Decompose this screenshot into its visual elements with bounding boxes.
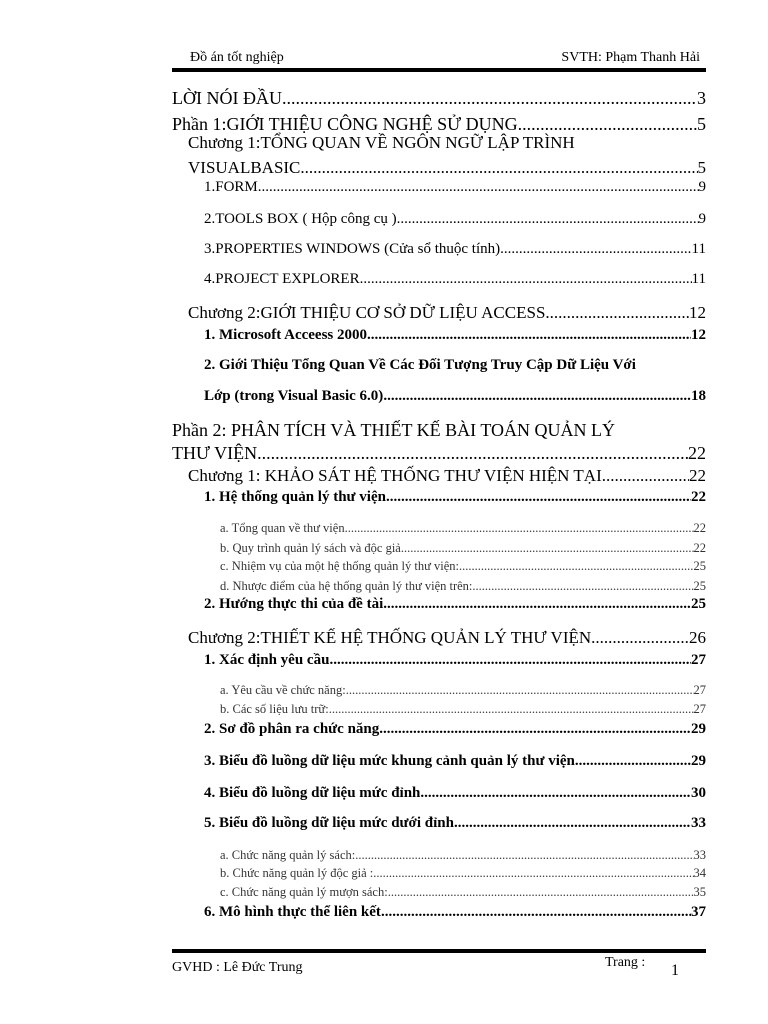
header-right: SVTH: Phạm Thanh Hải <box>561 50 700 65</box>
toc-entry[interactable]: Phần 2: PHÂN TÍCH VÀ THIẾT KẾ BÀI TOÁN QUẢN LÝ <box>172 420 616 440</box>
toc-entry[interactable]: 4.PROJECT EXPLORER ..... 11 <box>204 271 706 288</box>
toc-entry[interactable]: Lớp (trong Visual Basic 6.0) ..... 18 <box>204 388 706 405</box>
header-rule <box>172 68 706 72</box>
toc-entry[interactable]: 3. Biểu đồ luồng dữ liệu mức khung cảnh quản lý thư viện ..... 29 <box>204 753 706 770</box>
toc-entry[interactable]: 1. Hệ thống quản lý thư viện ..... 22 <box>204 489 706 506</box>
toc-entry[interactable]: b. Quy trình quản lý sách và độc giả ..... 22 <box>220 541 706 556</box>
toc-entry[interactable]: d. Nhược điểm của hệ thống quản lý thư viện trên: ..... 25 <box>220 579 706 594</box>
toc-entry[interactable]: 6. Mô hình thực thể liên kết ..... 37 <box>204 904 706 921</box>
toc-entry[interactable]: 2.TOOLS BOX ( Hộp công cụ ) ..... 9 <box>204 211 706 228</box>
footer-left: GVHD : Lê Đức Trung <box>172 960 303 975</box>
toc-entry[interactable]: Chương 2:GIỚI THIỆU CƠ SỞ DỮ LIỆU ACCESS ..... 12 <box>188 303 706 323</box>
toc-entry[interactable]: 1. Microsoft Acceess 2000 ..... 12 <box>204 327 706 344</box>
toc-entry[interactable]: 4. Biểu đồ luồng dữ liệu mức đỉnh ..... 30 <box>204 785 706 802</box>
toc-entry[interactable]: c. Chức năng quản lý mượn sách: ..... 35 <box>220 885 706 900</box>
toc-entry[interactable]: 2. Giới Thiệu Tổng Quan Về Các Đối Tượng Truy Cập Dữ Liệu Với <box>204 357 636 373</box>
footer-rule <box>172 949 706 953</box>
footer-page-label: Trang : <box>605 955 646 970</box>
toc-entry[interactable]: b. Các số liệu lưu trữ: ..... 27 <box>220 702 706 717</box>
toc-entry[interactable]: VISUALBASIC ..... 5 <box>188 158 706 178</box>
toc-entry[interactable]: c. Nhiệm vụ của một hệ thống quản lý thư viện: ..... 25 <box>220 559 706 574</box>
toc-entry[interactable]: Chương 1:TỔNG QUAN VỀ NGÔN NGỮ LẬP TRÌNH <box>188 133 575 152</box>
page-number: 1 <box>671 962 679 979</box>
header-left: Đồ án tốt nghiệp <box>190 50 284 65</box>
toc-entry[interactable]: 5. Biểu đồ luồng dữ liệu mức dưới đỉnh. ..... 33 <box>204 815 706 832</box>
toc-entry[interactable]: 1.FORM ..... 9 <box>204 179 706 196</box>
toc-entry[interactable]: 3.PROPERTIES WINDOWS (Cửa sổ thuộc tính) ..... 11 <box>204 241 706 258</box>
toc-entry[interactable]: 2. Sơ đồ phân ra chức năng ..... 29 <box>204 721 706 738</box>
toc-entry[interactable]: 2. Hướng thực thi của đề tài ..... 25 <box>204 596 706 613</box>
toc-entry[interactable]: a. Tổng quan về thư viện ..... 22 <box>220 521 706 536</box>
toc-entry[interactable]: 1. Xác định yêu cầu ..... 27 <box>204 652 706 669</box>
toc-entry[interactable]: LỜI NÓI ĐẦU ..... 3 <box>172 88 706 109</box>
toc-entry[interactable]: Chương 2:THIẾT KẾ HỆ THỐNG QUẢN LÝ THƯ VIỆN ..... 26 <box>188 628 706 648</box>
toc-entry[interactable]: Chương 1: KHẢO SÁT HỆ THỐNG THƯ VIỆN HIỆN TẠI ..... 22 <box>188 466 706 486</box>
toc-entry[interactable]: a. Chức năng quản lý sách: ..... 33 <box>220 848 706 863</box>
toc-entry[interactable]: Phần 1:GIỚI THIỆU CÔNG NGHỆ SỬ DỤNG ..... 5 <box>172 114 706 135</box>
toc-entry[interactable]: a. Yêu cầu về chức năng: ..... 27 <box>220 683 706 698</box>
toc-entry[interactable]: THƯ VIỆN ..... 22 <box>172 443 706 464</box>
toc-entry[interactable]: b. Chức năng quản lý độc giả : ..... 34 <box>220 866 706 881</box>
